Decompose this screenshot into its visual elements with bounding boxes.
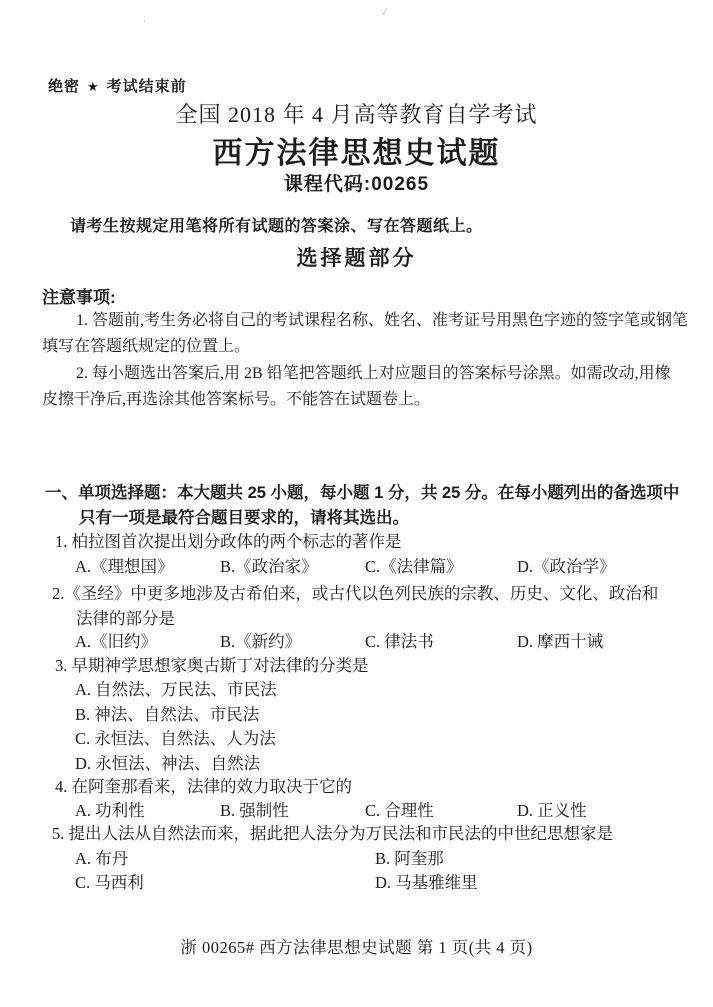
question-1-option-a: A.《理想国》 <box>75 557 174 576</box>
part-heading: 选择题部分 <box>296 247 417 270</box>
scan-artifact-checkmark: ✓ <box>379 4 391 20</box>
question-5-options-row2 <box>0 873 713 898</box>
question-4-option-d: D. 正义性 <box>517 801 587 820</box>
question-3-stem: 3. 早期神学思想家奥古斯丁对法律的分类是 <box>55 656 369 675</box>
question-5-option-d: D. 马基雅维里 <box>375 873 478 892</box>
secrecy-label: 绝密 <box>48 78 81 95</box>
notice-item2-line1: 2. 每小题选出答案后,用 2B 铅笔把答题纸上对应题目的答案标号涂黑。如需改动,用橡 <box>76 365 671 382</box>
question-2-option-a: A.《旧约》 <box>75 632 158 651</box>
question-4-options <box>0 801 713 826</box>
classification-banner <box>48 78 187 97</box>
question-5-stem: 5. 提出人法从自然法而来，据此把人法分为万民法和市民法的中世纪思想家是 <box>52 824 613 843</box>
exam-timing-label: 考试结束前 <box>106 78 187 95</box>
question-5-option-b: B. 阿奎那 <box>375 849 444 868</box>
question-3-option-c: C. 永恒法、自然法、人为法 <box>75 729 276 748</box>
page-footer: 浙 00265# 西方法律思想史试题 第 1 页(共 4 页) <box>180 938 533 957</box>
question-1-options <box>0 557 713 582</box>
question-5-option-c: C. 马西利 <box>75 873 144 892</box>
notice-item2-line2: 皮擦干净后,再选涂其他答案标号。不能答在试题卷上。 <box>42 391 431 408</box>
star-icon: ★ <box>87 79 100 94</box>
question-2-stem-line1: 2.《圣经》中更多地涉及古希伯来，或古代以色列民族的宗教、历史、文化、政治和 <box>52 584 659 603</box>
question-4-option-a: A. 功利性 <box>75 801 145 820</box>
question-1-option-d: D.《政治学》 <box>517 557 616 576</box>
question-1-option-b: B.《政治家》 <box>220 557 318 576</box>
scan-artifact-dot: · <box>143 16 146 26</box>
notice-item1-line2: 填写在答题纸规定的位置上。 <box>42 338 251 355</box>
question-3-option-d: D. 永恒法、神法、自然法 <box>75 754 261 773</box>
section-one-heading-line1: 一、单项选择题：本大题共 25 小题，每小题 1 分，共 25 分。在每小题列出的备选项中 <box>45 484 680 502</box>
question-2-options <box>0 632 713 657</box>
question-4-option-c: C. 合理性 <box>365 801 434 820</box>
question-4-option-b: B. 强制性 <box>220 801 289 820</box>
notice-label: 注意事项: <box>42 288 116 307</box>
candidate-instruction: 请考生按规定用笔将所有试题的答案涂、写在答题纸上。 <box>70 218 483 235</box>
question-2-stem-line2: 法律的部分是 <box>76 609 175 628</box>
question-2-option-c: C. 律法书 <box>365 632 434 651</box>
notice-item1-line1: 1. 答题前,考生务必将自己的考试课程名称、姓名、准考证号用黑色字迹的签字笔或钢笔 <box>76 312 689 329</box>
question-1-stem: 1. 柏拉图首次提出划分政体的两个标志的著作是 <box>55 532 402 551</box>
question-3-option-b: B. 神法、自然法、市民法 <box>75 705 260 724</box>
question-5-options-row1 <box>0 849 713 874</box>
course-code: 课程代码:00265 <box>283 174 430 195</box>
question-4-stem: 4. 在阿奎那看来，法律的效力取决于它的 <box>55 777 352 796</box>
question-2-option-d: D. 摩西十诫 <box>517 632 604 651</box>
question-3-option-a: A. 自然法、万民法、市民法 <box>75 680 277 699</box>
question-5-option-a: A. 布丹 <box>75 849 129 868</box>
exam-title: 全国 2018 年 4 月高等教育自学考试 <box>175 102 538 127</box>
section-one-heading-line2: 只有一项是最符合题目要求的，请将其选出。 <box>79 509 409 527</box>
question-1-option-c: C.《法律篇》 <box>365 557 463 576</box>
question-2-option-b: B.《新约》 <box>220 632 302 651</box>
paper-title: 西方法律思想史试题 <box>212 137 501 170</box>
